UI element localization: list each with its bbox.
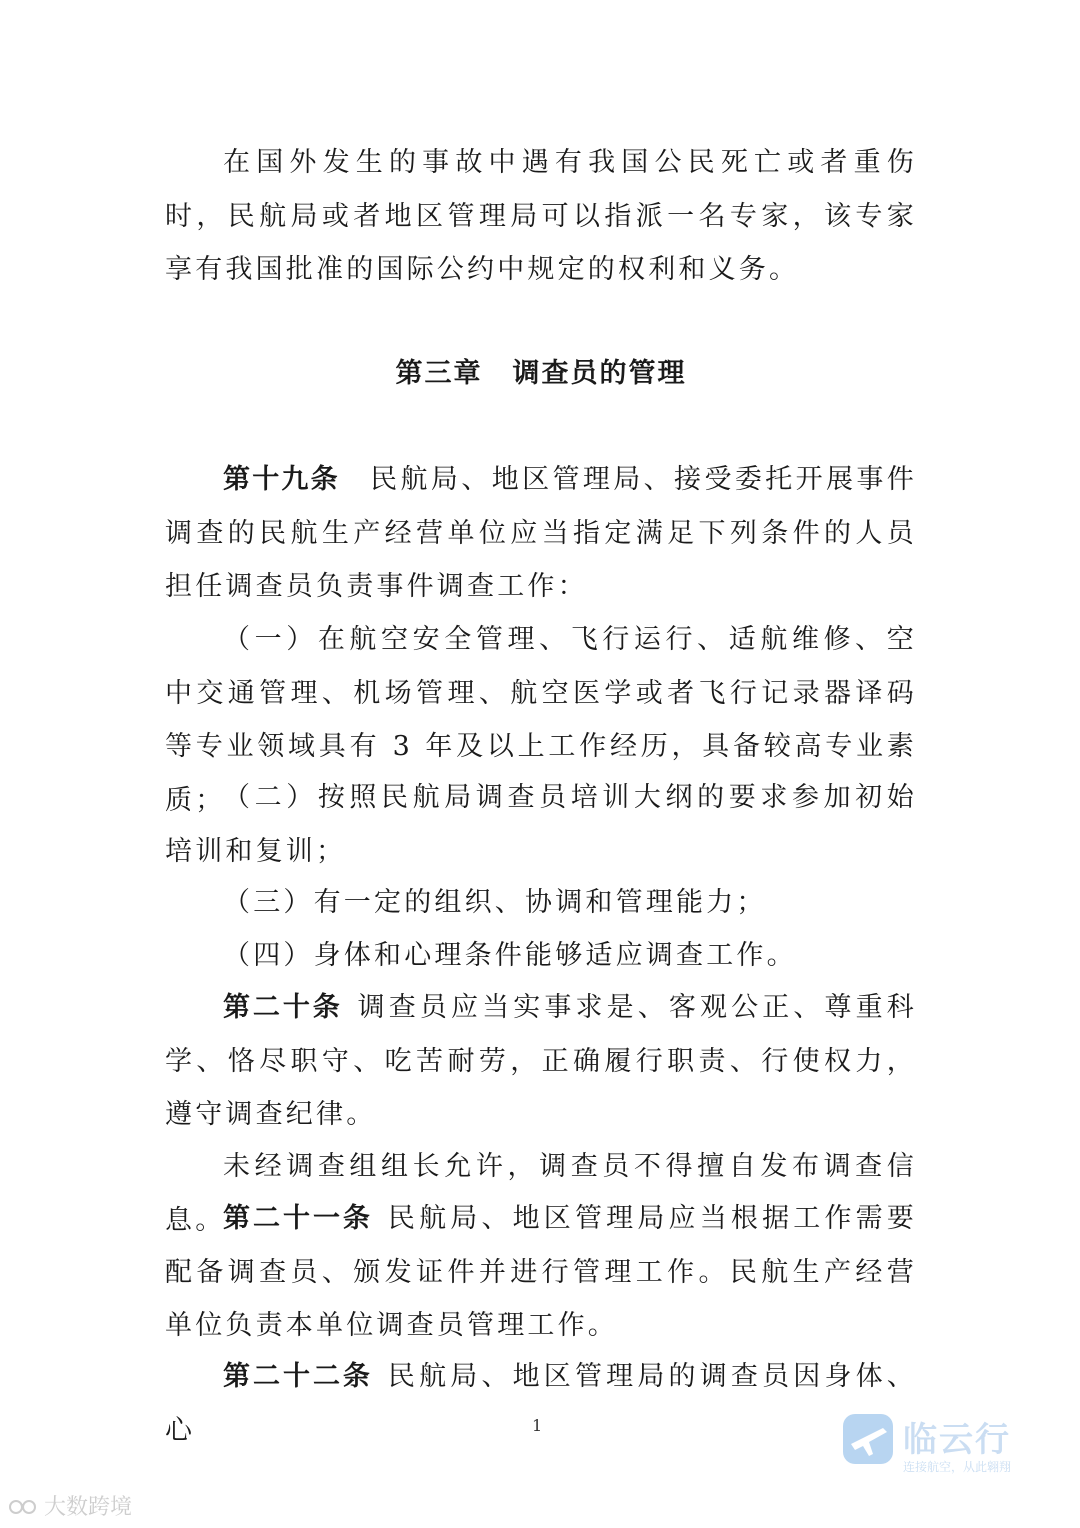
list-item-text: （三）有一定的组织、协调和管理能力；: [223, 887, 767, 918]
logo-icon: [8, 1497, 38, 1517]
list-item-text: （二）按照民航局调查员培训大纲的要求参加初始培训和复训；: [165, 782, 917, 867]
article-label: 第十九条: [223, 464, 340, 495]
brand-slogan: 连接航空，从此翱翔: [903, 1460, 1012, 1474]
paragraph-text: 民航局、地区管理局、接受委托开展事件调查的民航生产经营单位应当指定满足下列条件的人员担任调查员负责事件调查工作：: [165, 464, 917, 602]
article-19-item-4: [165, 929, 917, 983]
article-label: 第二十二条: [223, 1361, 373, 1392]
paragraph-text: 未经调查组组长允许，调查员不得擅自发布调查信息。: [165, 1151, 917, 1236]
paragraph-foreign-accident: [165, 136, 917, 297]
chapter-title-text: 调查员的管理: [512, 358, 687, 389]
list-item-text: （一）在航空安全管理、飞行运行、适航维修、空中交通管理、机场管理、航空医学或者飞行记录器译码等专业领域具有 3 年及以上工作经历，具备较高专业素质；: [165, 624, 917, 816]
article-label: 第二十一条: [223, 1203, 373, 1234]
chapter-heading: [165, 349, 917, 399]
paragraph-text: 在国外发生的事故中遇有我国公民死亡或者重伤时，民航局或者地区管理局可以指派一名专家，该专家享有我国批准的国际公约中规定的权利和义务。: [165, 147, 917, 285]
article-19-item-2: [165, 771, 917, 878]
list-item-text: （四）身体和心理条件能够适应调查工作。: [223, 940, 797, 971]
article-19: [165, 453, 917, 614]
source-watermark: [8, 1490, 132, 1521]
paragraph-text: 调查员应当实事求是、客观公正、尊重科学、恪尽职守、吃苦耐劳，正确履行职责、行使权力，遵守调查纪律。: [165, 992, 918, 1130]
page-number: 1: [532, 1416, 543, 1435]
chapter-number: 第三章: [395, 358, 483, 389]
brand-name: 临云行: [903, 1420, 1011, 1460]
article-22: [165, 1350, 917, 1457]
paragraph-text: 民航局、地区管理局的调查员因身体、心: [165, 1361, 918, 1446]
article-19-item-3: [165, 876, 917, 930]
paragraph-text: 民航局、地区管理局应当根据工作需要配备调查员、颁发证件并进行管理工作。民航生产经营单位负责本单位调查员管理工作。: [165, 1203, 918, 1341]
article-20: [165, 981, 917, 1142]
article-label: 第二十条: [223, 992, 343, 1023]
airplane-icon: [843, 1414, 893, 1464]
article-21: [165, 1192, 917, 1353]
brand-watermark: [843, 1410, 1033, 1480]
source-watermark-text: 大数跨境: [44, 1495, 133, 1520]
